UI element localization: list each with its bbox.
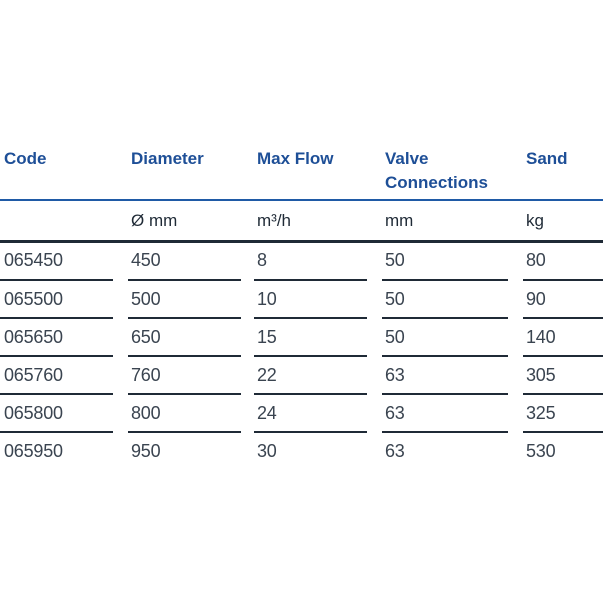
row-divider-segment: [128, 431, 241, 433]
cell-code: 065500: [4, 289, 63, 309]
cell-code: 065450: [4, 250, 63, 270]
cell-valve-connections: 50: [385, 250, 405, 270]
row-divider-segment: [523, 393, 603, 395]
row-divider-segment: [0, 431, 113, 433]
cell-sand: 80: [526, 250, 546, 270]
row-divider-segment: [382, 279, 508, 281]
header-max-flow: [257, 147, 334, 171]
row-divider-segment: [128, 393, 241, 395]
row-divider-segment: [382, 355, 508, 357]
header-code: [4, 147, 47, 171]
header-divider: [0, 199, 603, 201]
cell-code: 065800: [4, 403, 63, 423]
cell-valve-connections: 63: [385, 403, 405, 423]
cell-code: 065760: [4, 365, 63, 385]
header-code-label: Code: [4, 149, 47, 168]
unit-max-flow: m³/h: [257, 211, 291, 230]
header-valve-connections: [385, 147, 488, 195]
header-valve-label: Valve: [385, 149, 429, 168]
units-divider: [0, 240, 603, 243]
cell-sand: 530: [526, 441, 556, 461]
row-divider-segment: [128, 279, 241, 281]
unit-diameter: Ø mm: [131, 211, 178, 230]
cell-sand: 90: [526, 289, 546, 309]
cell-valve-connections: 50: [385, 327, 405, 347]
row-divider-segment: [382, 393, 508, 395]
row-divider-segment: [0, 279, 113, 281]
header-diameter-label: Diameter: [131, 149, 204, 168]
cell-diameter: 760: [131, 365, 161, 385]
row-divider-segment: [254, 355, 367, 357]
cell-sand: 305: [526, 365, 556, 385]
cell-diameter: 800: [131, 403, 161, 423]
row-divider-segment: [254, 393, 367, 395]
header-sand-label: Sand: [526, 149, 568, 168]
row-divider-segment: [0, 393, 113, 395]
cell-max-flow: 30: [257, 441, 277, 461]
row-divider-segment: [523, 355, 603, 357]
cell-max-flow: 15: [257, 327, 277, 347]
row-divider-segment: [254, 431, 367, 433]
unit-sand: kg: [526, 211, 544, 230]
cell-valve-connections: 63: [385, 441, 405, 461]
header-connections-label: Connections: [385, 173, 488, 192]
row-divider-segment: [523, 431, 603, 433]
cell-valve-connections: 50: [385, 289, 405, 309]
cell-code: 065650: [4, 327, 63, 347]
cell-max-flow: 10: [257, 289, 277, 309]
row-divider-segment: [382, 431, 508, 433]
row-divider-segment: [254, 279, 367, 281]
cell-max-flow: 8: [257, 250, 267, 270]
row-divider-segment: [523, 317, 603, 319]
header-max-flow-label: Max Flow: [257, 149, 334, 168]
row-divider-segment: [0, 317, 113, 319]
cell-max-flow: 24: [257, 403, 277, 423]
cell-diameter: 950: [131, 441, 161, 461]
row-divider-segment: [128, 317, 241, 319]
row-divider-segment: [0, 355, 113, 357]
row-divider-segment: [254, 317, 367, 319]
cell-diameter: 450: [131, 250, 161, 270]
cell-diameter: 500: [131, 289, 161, 309]
cell-valve-connections: 63: [385, 365, 405, 385]
header-diameter: [131, 147, 204, 171]
row-divider-segment: [128, 355, 241, 357]
header-sand: [526, 147, 568, 171]
cell-diameter: 650: [131, 327, 161, 347]
cell-max-flow: 22: [257, 365, 277, 385]
cell-code: 065950: [4, 441, 63, 461]
cell-sand: 140: [526, 327, 556, 347]
row-divider-segment: [382, 317, 508, 319]
unit-valve-connections: mm: [385, 211, 414, 230]
cell-sand: 325: [526, 403, 556, 423]
row-divider-segment: [523, 279, 603, 281]
